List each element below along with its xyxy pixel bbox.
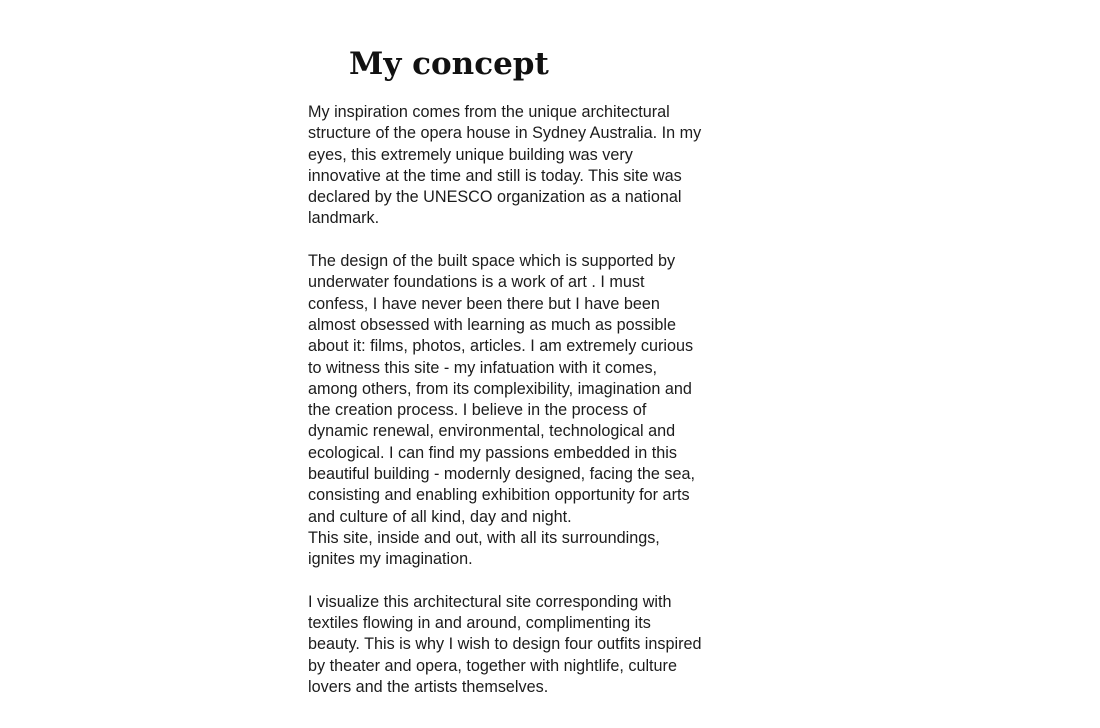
text-line: by theater and opera, together with nightlife, culture — [308, 656, 677, 675]
text-line: The design of the built space which is supported by — [308, 252, 676, 271]
paragraph-inspiration — [308, 102, 768, 230]
text-line: and culture of all kind, day and night. — [308, 507, 572, 526]
page-title: My concept — [349, 46, 549, 82]
text-line: structure of the opera house in Sydney Australia. In my — [308, 124, 702, 143]
text-line: declared by the UNESCO organization as a national — [308, 188, 682, 207]
text-line: ecological. I can find my passions embedded in this — [308, 443, 677, 462]
text-line: dynamic renewal, environmental, technological and — [308, 422, 676, 441]
document-body — [308, 102, 768, 720]
text-line: consisting and enabling exhibition opportunity for arts — [308, 486, 690, 505]
text-line: lovers and the artists themselves. — [308, 678, 549, 697]
text-line: eyes, this extremely unique building was very — [308, 145, 633, 164]
text-line: among others, from its complexibility, imagination and — [308, 379, 692, 398]
paragraph-vision — [308, 592, 768, 698]
text-line: almost obsessed with learning as much as possible — [308, 315, 677, 334]
paragraph-design — [308, 251, 768, 570]
text-line: textiles flowing in and around, complimenting its — [308, 614, 651, 633]
text-line: beauty. This is why I wish to design four outfits inspired — [308, 635, 702, 654]
text-line: underwater foundations is a work of art . I must — [308, 273, 645, 292]
text-line: My inspiration comes from the unique architectural — [308, 103, 670, 121]
text-line: to witness this site - my infatuation with it comes, — [308, 358, 658, 377]
text-line: This site, inside and out, with all its surroundings, — [308, 528, 660, 547]
text-line: I visualize this architectural site corresponding with — [308, 592, 672, 611]
text-line: confess, I have never been there but I have been — [308, 294, 660, 313]
text-line: innovative at the time and still is today. This site was — [308, 166, 682, 185]
text-line: the creation process. I believe in the process of — [308, 401, 647, 420]
text-line: about it: films, photos, articles. I am extremely curious — [308, 337, 694, 356]
text-line: beautiful building - modernly designed, facing the sea, — [308, 465, 695, 484]
text-line: ignites my imagination. — [308, 550, 473, 569]
text-line: landmark. — [308, 209, 380, 228]
